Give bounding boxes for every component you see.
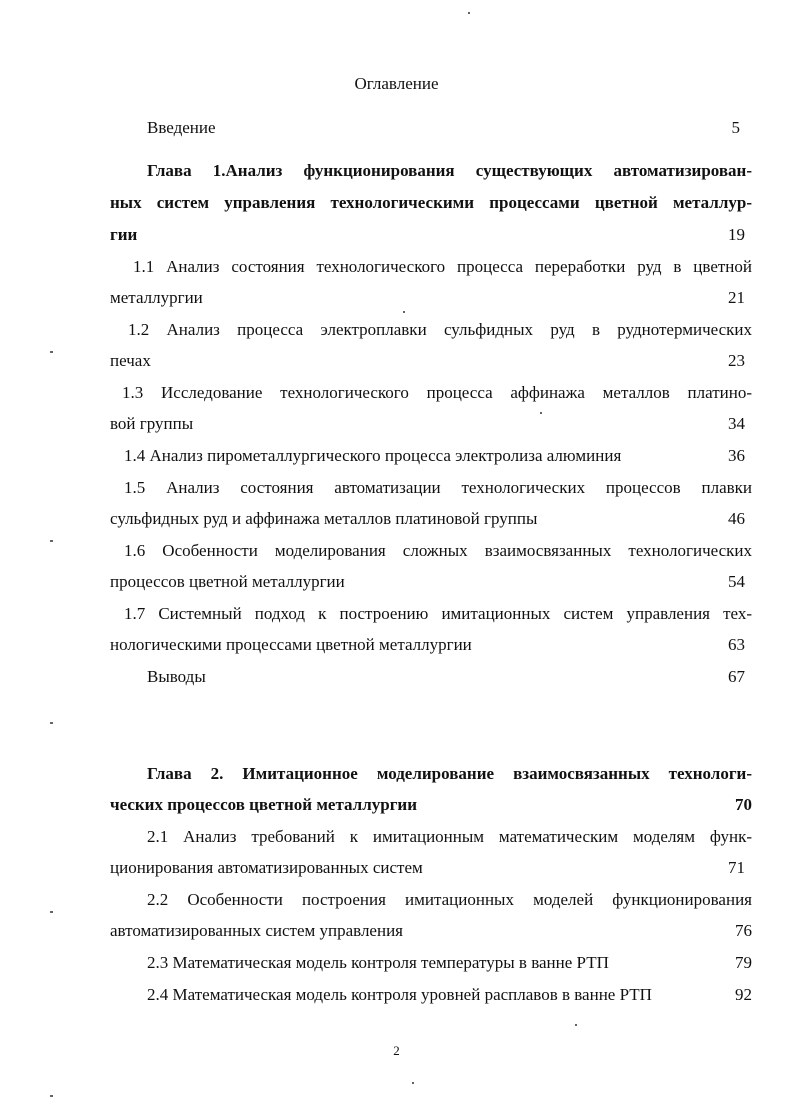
chapter-2-line-1: Глава 2. Имитационное моделирование взаимосвязанных технологи-: [147, 764, 752, 783]
toc-2-1-line-1: 2.1 Анализ требований к имитационным математическим моделям функ-: [147, 827, 752, 846]
margin-mark: [50, 911, 53, 913]
toc-1-4-line-1: 1.4 Анализ пирометаллургического процесса электролиза алюминия: [124, 446, 622, 465]
toc-1-2-page: 23: [728, 351, 745, 370]
toc-1-3-page: 34: [728, 414, 745, 433]
toc-2-3-line-1: 2.3 Математическая модель контроля температуры в ванне РТП: [147, 953, 609, 972]
toc-2-1-page: 71: [728, 858, 745, 877]
scan-speck: [403, 311, 405, 313]
toc-title: Оглавление: [354, 74, 439, 93]
margin-mark: [50, 351, 53, 353]
toc-intro: Введение: [147, 118, 216, 137]
margin-mark: [50, 1095, 53, 1097]
toc-1-7-line-1: 1.7 Системный подход к построению имитационных систем управления тех-: [124, 604, 752, 623]
toc-2-2-page: 76: [735, 921, 752, 940]
toc-conclusions-page: 67: [728, 667, 745, 686]
page-number: 2: [393, 1043, 400, 1058]
toc-1-5-page: 46: [728, 509, 745, 528]
toc-2-4-line-1: 2.4 Математическая модель контроля уровней расплавов в ванне РТП: [147, 985, 652, 1004]
toc-1-3-line-2: вой группы: [110, 414, 194, 433]
chapter-2-line-2: ческих процессов цветной металлургии: [110, 795, 418, 814]
margin-mark: [50, 540, 53, 542]
chapter-2-page: 70: [735, 795, 752, 814]
chapter-1-line-3: гии: [110, 225, 138, 244]
chapter-1-line-2: ных систем управления технологическими процессами цветной металлур-: [110, 193, 752, 212]
toc-1-7-page: 63: [728, 635, 745, 654]
margin-mark: [50, 722, 53, 724]
toc-1-5-line-2: сульфидных руд и аффинажа металлов платиновой группы: [110, 509, 538, 528]
chapter-1-line-1: Глава 1.Анализ функционирования существующих автоматизирован-: [147, 161, 752, 180]
scan-speck: [468, 12, 470, 14]
toc-1-1-line-1: 1.1 Анализ состояния технологического процесса переработки руд в цветной: [133, 257, 752, 276]
toc-1-1-page: 21: [728, 288, 745, 307]
toc-conclusions: Выводы: [147, 667, 206, 686]
toc-1-6-line-2: процессов цветной металлургии: [110, 572, 345, 591]
toc-1-1-line-2: металлургии: [110, 288, 203, 307]
toc-1-5-line-1: 1.5 Анализ состояния автоматизации технологических процессов плавки: [124, 478, 752, 497]
toc-1-6-line-1: 1.6 Особенности моделирования сложных взаимосвязанных технологических: [124, 541, 752, 560]
toc-1-6-page: 54: [728, 572, 745, 591]
toc-2-1-line-2: ционирования автоматизированных систем: [110, 858, 423, 877]
toc-2-2-line-1: 2.2 Особенности построения имитационных моделей функционирования: [147, 890, 752, 909]
chapter-1-page: 19: [728, 225, 745, 244]
toc-1-3-line-1: 1.3 Исследование технологического процесса аффинажа металлов платино-: [122, 383, 752, 402]
toc-1-2-line-1: 1.2 Анализ процесса электроплавки сульфидных руд в руднотермических: [128, 320, 752, 339]
scan-speck: [540, 412, 542, 414]
toc-1-4-page: 36: [728, 446, 745, 465]
toc-1-2-line-2: печах: [110, 351, 151, 370]
toc-2-2-line-2: автоматизированных систем управления: [110, 921, 403, 940]
toc-2-3-page: 79: [735, 953, 752, 972]
toc-1-7-line-2: нологическими процессами цветной металлургии: [110, 635, 472, 654]
scan-speck: [412, 1082, 414, 1084]
scan-speck: [575, 1024, 577, 1026]
toc-intro-page: 5: [731, 118, 740, 137]
toc-2-4-page: 92: [735, 985, 752, 1004]
